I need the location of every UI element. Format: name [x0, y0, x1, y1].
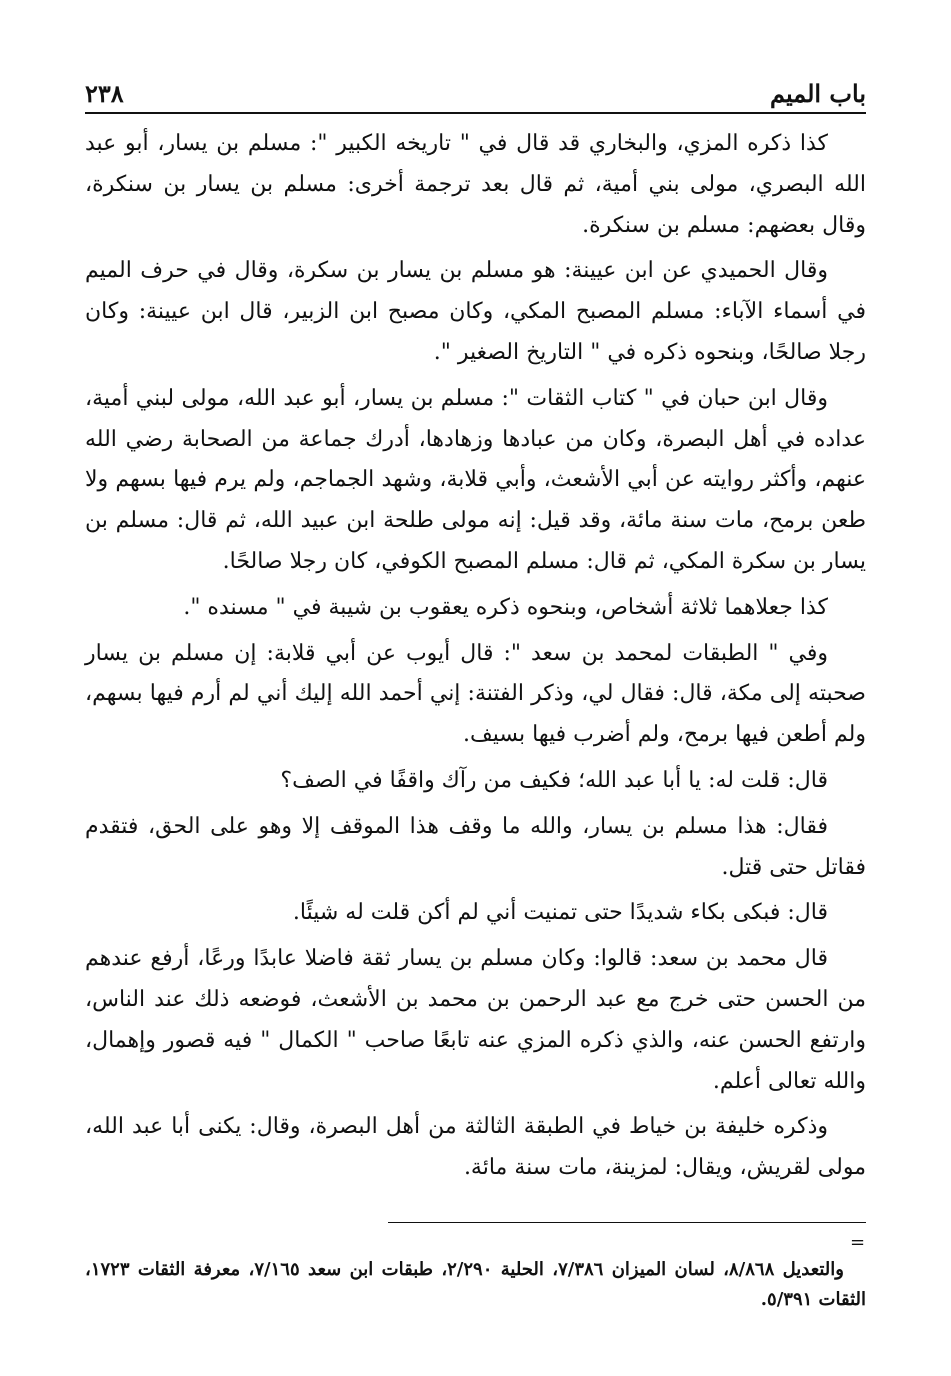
page-header: [85, 68, 866, 108]
paragraph: وقال الحميدي عن ابن عيينة: هو مسلم بن يسار بن سكرة، وقال في حرف الميم في أسماء الآباء: مسلم المصبح المكي، وكان مصبح ابن الزبير، قال ابن عيينة: وكان رجلا صالحًا، وبنحوه ذكره في " التاريخ الصغير ".: [85, 258, 866, 365]
chapter-title: باب الميم: [769, 79, 866, 108]
paragraph: وقال ابن حبان في " كتاب الثقات ": مسلم بن يسار، أبو عبد الله، مولى لبني أمية، عداده في أهل البصرة، وكان من عبادها وزهادها، أدرك جماعة من الصحابة رضي الله عنهم، وأكثر روايته عن أبي الأشعث، وأبي قلابة، وشهد الجماجم، ولم يرم فيها بسهم ولا طعن برمح، مات سنة مائة، وقد قيل: إنه مولى طلحة ابن عبيد الله، ثم قال: مسلم بن يسار بن سكرة المكي، ثم قال: مسلم المصبح الكوفي، كان رجلا صالحًا.: [85, 385, 866, 574]
paragraph: قال محمد بن سعد: قالوا: وكان مسلم بن يسار ثقة فاضلا عابدًا ورعًا، أرفع عندهم من الحسن حتى خرج مع عبد الرحمن بن محمد بن الأشعث، فوضعه ذلك عند الناس، وارتفع الحسن عنه، والذي ذكره المزي عنه تابعًا صاحب " الكمال " فيه قصور وإهمال، والله تعالى أعلم.: [85, 946, 866, 1094]
paragraph: وفي " الطبقات لمحمد بن سعد ": قال أيوب عن أبي قلابة: إن مسلم بن يسار صحبته إلى مكة، قال: فقال لي، وذكر الفتنة: إني أحمد الله إليك أني لم أرم فيها بسهم، ولم أطعن فيها برمح، ولم أضرب فيها بسيف.: [85, 640, 866, 748]
footnote-rule: [388, 1222, 866, 1223]
footnote-text: والتعديل ٨/٨٦٨، لسان الميزان ٧/٣٨٦، الحلية ٢/٢٩٠، طبقات ابن سعد ٧/١٦٥، معرفة الثقات ١٧٢٣، الثقات ٥/٣٩١.: [85, 1259, 866, 1310]
footnote: [85, 1255, 866, 1315]
main-text: [85, 124, 866, 1194]
paragraph: قال: قلت له: يا أبا عبد الله؛ فكيف من رآك واقفًا في الصف؟: [280, 767, 828, 793]
footnote-continuation-mark: =: [850, 1232, 866, 1253]
header-rule: [85, 112, 866, 114]
paragraph: وذكره خليفة بن خياط في الطبقة الثالثة من أهل البصرة، وقال: يكنى أبا عبد الله، مولى لقريش، ويقال: لمزينة، مات سنة مائة.: [85, 1114, 866, 1181]
paragraph: كذا جعلاهما ثلاثة أشخاص، وبنحوه ذكره يعقوب بن شيبة في " مسنده ".: [183, 594, 828, 620]
paragraph: فقال: هذا مسلم بن يسار، والله ما وقف هذا الموقف إلا وهو على الحق، فتقدم فقاتل حتى قتل.: [85, 813, 866, 880]
paragraph: كذا ذكره المزي، والبخاري قد قال في " تاريخه الكبير ": مسلم بن يسار، أبو عبد الله البصري، مولى بني أمية، ثم قال بعد ترجمة أخرى: مسلم بن يسار بن سنكرة، وقال بعضهم: مسلم بن سنكرة.: [85, 131, 866, 238]
paragraph: قال: فبكى بكاء شديدًا حتى تمنيت أني لم أكن قلت له شيئًا.: [292, 900, 828, 926]
page-number: ٢٣٨: [85, 79, 124, 108]
